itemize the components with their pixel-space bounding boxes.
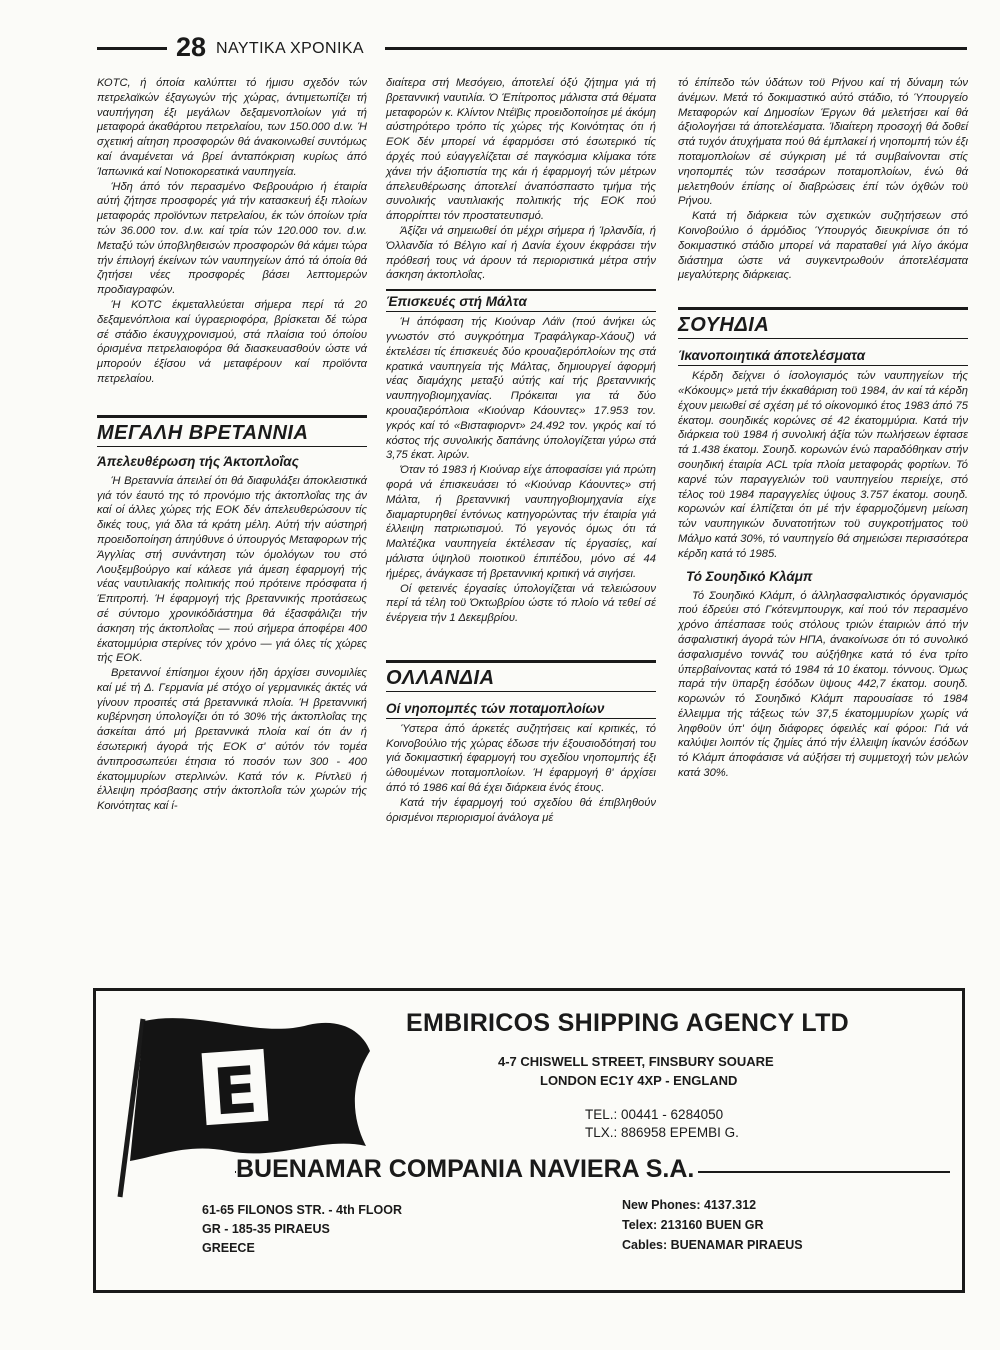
company-name-buenamar: BUENAMAR COMPANIA NAVIERA S.A. [236, 1155, 698, 1184]
section-heading-uk: ΜΕΓΑΛΗ ΒΡΕΤΑΝΝΙΑ [97, 415, 367, 447]
paragraph: Κατά τήν έφαρμογή τού σχεδίου θά έπιβληθούν όρισμένοι περιορισμοί άνάλογα μέ [386, 796, 656, 824]
header-rule-left [97, 47, 167, 50]
paragraph: Κέρδη δείχνει ό ίσολογισμός τών ναυπηγείων τής «Κόκουμς» μετά τήν έκκαθάριση τοϋ 1984, άν καί τά κέρδη έχουν μειωθεί σέ σχέση μέ τό οίκονομικό έτος 1983 άπό 75 έκατομ. σουηδικές κορώνες σέ 42 έκατομμύρια. Κατά τήν διάρκεια τοϋ 1984 ή συνολική άξία τών πωλήσεων έφτασε τά 1.438 έκατομ. Σουηδ. κορωνών ένώ παραδόθηκαν στήν σουηδική έταιρία ACL τρία πλοία μεταφοράς φορτίων. Τό καρνέ τών παραγγελιών τοϋ ναυπηγείου περιείχε, στό τέλος τοϋ 1984 παραγγελίες ύψους 3.757 έκατομ. σουηδ. κορωνών καί έλπίζεται ότι μέ τήν έφαρμοζόμενη μείωση τών ναυπηγικών δυνατοτήτων τοϋ συγκροτήματος τοϋ Μάλμο κατά 30%, τό ναυπηγείο θά σημειώσει περισσότερα κέρδη κατά τό 1985. [678, 370, 968, 560]
subheading: Ίκανοποιητικά άποτελέσματα [678, 345, 968, 366]
subheading: Τό Σουηδικό Κλάμπ [686, 568, 813, 584]
paragraph: Τό Σουηδικό Κλάμπ, ό άλληλασφαλιστικός όργανισμός πού έδρεύει στό Γκότενμπουργκ, καί πού τόν περασμένο χρόνο άπέσπασε τούς στόλους τριών έταιριών άπό τήν άσφαλιστική άγορά τών ΗΠΑ, άνακοίνωσε ότι τό συνολικό άσφαλισμένο τοννάζ του αύξήθηκε κατά τό ένα τρίτο ύπερβαίνοντας κατά τό 1984 τά 10 έκατομ. τόννους. Όμως παρά τήν ϋπαρξη έσόδων ϋψους 442,7 έκατομ. σουηδ. κορωνών τό Σουηδικό Κλάμπ παρουσίασε τό 1984 έλλειμμα τής τάξεως τών 37,5 έκατομμυρίων χωρίς νά ληφθοϋν ύπ' όψη διάφορες όφειλές καί φόροι: Γιά νά καλύψει λοιπόν τίς ζημίες άπό τήν έλλειψη ίκανών έσόδων τό Κλάμπ άποφάσισε νά αύξήσει τή συμμετοχή τών μελών κατά 30%. [678, 589, 968, 780]
subheading: Άπελευθέρωση τής Άκτοπλοΐας [97, 453, 299, 469]
address-line: GREECE [202, 1241, 255, 1255]
page-number: 28 [176, 32, 207, 62]
subheading: Οί νηοπομπές τών ποταμοπλοίων [386, 698, 656, 719]
telex: TLX.: 886958 EPEMBI G. [585, 1125, 739, 1140]
paragraph: διαίτερα στή Μεσόγειο, άποτελεί όξύ ζήτημα γιά τή βρεταννική ναυτιλία. Ό Έπίτροπος μάλιστα στά θέματα μεταφορών κ. Κλίντον Ντέϊβις προειδοποίησε μέ άκόμη αύστηρότερο τρόπο τίς χώρες τής Κοινότητας ότι ή ΕΟΚ δέν μπορεί νά έφαρμόσει στό έσωτερικό τίς άρχές πού εύαγγελίζεται σέ παγκόσμια κλίμακα τότε χάνει τήν άξιοπιστία της κάι ή έφαρμογή τών μέτρων άπελευθέρωσης άποτελεί άναπόσπαστο τμήμα τής συνολικής ναυτιλιακής πολιτικής τής ΕΟΚ πού άπορρίπτει τόν προστατευτισμό. [386, 77, 656, 223]
paragraph: Ήδη άπό τόν περασμένο Φεβρουάριο ή έταιρία αύτή ζήτησε προσφορές γιά τήν κατασκευή έξι πλοίων μεταφοράς προϊόντων πετρελαίου, έκ τών όποίων τρία τών 36.000 τον. d.w. καί τρία τών 120.000 τον. d.w. Μεταξύ τών ύποβληθεισών προσφορών θά κάμει τώρα τήν έπιλογή έκείνων τών ναυπηγείων άπό τά όποία θά ζητήσει νέες προσφορές βάσει λεπτομερών προδιαγραφών. [97, 180, 367, 297]
subheading-malta: Έπισκευές στή Μάλτα [386, 289, 656, 312]
paragraph: Ή άπόφαση τής Κιούναρ Λάϊν (πού άνήκει ώς γνωστόν στό συγκρότημα Τραφάλγκαρ-Χάουζ) νά έκτελέσει τίς έπισκευές δύο κρουαζιερόπλοίων της στά κρατικά ναυπηγεία τής Μάλτας, δημιουργεί άφορμή νέας διαμάχης μεταξύ αύτής καί τής βρεταννικής ναυπηγοβιομηχανίας. Πρόκειται για τά δύο κρουαζιερόπλοια «Κιούναρ Κάουντες» 17.953 τον. γκρός καί τό «Βισταφιορντ» 24.492 τον. γκρός καί τό κόστος τής συνολικής δαπάνης ύπολογίζεται γύρω στά 3,75 έκατ. λιρών. [386, 316, 656, 462]
telex: Telex: 213160 BUEN GR [622, 1218, 764, 1232]
paragraph: Ύστερα άπό άρκετές συζητήσεις καί κριτικές, τό Κοινοβούλιο τής χώρας έδωσε τήν έξουσιοδότησή του γιά δοκιμαστική έφαρμογή του σχεδίου νηοπομπής έξι ώθουμένων ποταμοπλοίων. Ή έφαρμογή θ' άρχίσει άπό τό 1986 καί θά έχει διάρκεια ένός έτους. [386, 722, 656, 795]
address-line: 4-7 CHISWELL STREET, FINSBURY SOUARE [498, 1054, 774, 1069]
column-2 [386, 76, 656, 825]
paragraph: Όταν τό 1983 ή Κιούναρ είχε άποφασίσει γιά πρώτη φορά νά έπισκευάσει τό «Κιούναρ Κάουντες» στή Μάλτα, ή βρεταννική ναυπηγοβιομηχανία είχε διαμαρτυρηθεί έντόνως κατηγορώντας τήν έταιρία γιά έλλειψη πατριωτισμού. Τό γεγονός όμως ότι τά Μαλτέζικα ναυπηγεία έκτέλεσαν τίς έργασίες, καί μάλιστα ύψηλοϋ ποιοτικοϋ έπιπέδου, μόνο σέ 44 ήμέρες, άνάγκασε τή βρεταννική κριτική νά σιγήσει. [386, 464, 656, 580]
paragraph: Άξίζει νά σημειωθεί ότι μέχρι σήμερα ή Ίρλανδία, ή Όλλανδία τό Βέλγιο καί ή Δανία έχουν έκφράσει τήν πρόθεσή τους νά άρουν τά περιοριστικά μέτρα στήν άσκηση άκτοπλοΐας. [386, 224, 656, 282]
paragraph: τό έπίπεδο τών ύδάτων τοϋ Ρήνου καί τή δύναμη τών άνέμων. Μετά τό δοκιμαστικό αύτό στάδιο, τό Ύπουργείο Μεταφορών καί Δημοσίων Έργων θά μελετήσει καί θά άξιολογήσει τά άποτελέσματα. Ίδιαίτερη προσοχή θά δοθεί στά τυχόν άτυχήματα πού θά έμπλακεί ή νηοπομπή τών έξι ποταμοπλοίων σέ σύγκριση μέ τά συμβαίνονται στίς νηοπομπές τών τεσσάρων ποταμοπλοίων, ένώ θά μελετηθούν έπίσης οί διαβρώσεις έπί τών όχθών τοϋ Ρήνου. [678, 77, 968, 208]
address-line: LONDON EC1Y 4XP - ENGLAND [540, 1073, 738, 1088]
advertisement [93, 988, 965, 1293]
address-line: 61-65 FILONOS STR. - 4th FLOOR [202, 1203, 403, 1217]
paragraph: Βρεταννοί έπίσημοι έχουν ήδη άρχίσει συνομιλίες καί μέ τή Δ. Γερμανία μέ στόχο οί γερμανικές άκτές νά γίνουν προσιτές στά βρεταννικά πλοία. Ή βρεταννική κυβέρνηση ύπολογίζει ότι τό 30% τής άκτοπλοΐας της άσκείται άπό μή βρεταννικά πλοία καί ότι άν ή έσωτερική άγορά τής ΕΟΚ σ' αύτόν τόν τομέα άντιπροσωπεύει έτησια τό ποσόν των 300 - 400 έκατομμυρίων στερλινών. Κατά τόν κ. Ρίντλεϋ ή έλλειψη πρόσβασης στήν άκτοπλοΐα τών χωρών τής Κοινότητας καί ί- [97, 667, 367, 813]
paragraph: Κατά τή διάρκεια τών σχετικών συζητήσεων στό Κοινοβούλιο ό άρμόδιος Ύπουργός διευκρίνισε ότι τό δοκιμαστικό στάδιο μπορεί νά παραταθεί γιά λίγο άκόμα διάστημα ώστε νά συγκεντρωθούν άποτελέσματα μεγαλύτερης διάρκειας. [678, 210, 968, 282]
section-heading-netherlands: ΟΛΛΑΝΔΙΑ [386, 660, 656, 692]
cables: Cables: BUENAMAR PIRAEUS [622, 1238, 803, 1252]
section-heading-sweden: ΣΟΥΗΔΙΑ [678, 307, 968, 339]
flag-letter: E [210, 1053, 260, 1131]
company-name-embiricos: EMBIRICOS SHIPPING AGENCY LTD [406, 1009, 850, 1037]
column-3 [678, 76, 968, 781]
header-rule-right [385, 47, 967, 50]
address-line: GR - 185-35 PIRAEUS [202, 1222, 330, 1236]
paragraph: Οί φετεινές έργασίες ύπολογίζεται νά τελειώσουν περί τά τέλη τοϋ Όκτωβρίου ώστε τό πλοίο νά τεθεί σέ ένέργεια τήν 1 Δεκεμβρίου. [386, 582, 656, 625]
publication-title: ΝΑΥΤΙΚΑ ΧΡΟΝΙΚΑ [216, 40, 364, 57]
paragraph: ΚΟΤC, ή όποία καλύπτει τό ήμισυ σχεδόν τών πετρελαϊκών έξαγωγών τής χώρας, άντιμετωπίζει τή ναυπήγηση έξι μεγάλων δεξαμενοπλοίων γιά τή μεταφορά άκαθάρτου πετρελαίου, των 150.000 d.w. Ή σχετική αίτηση προσφορών θά άνακοινωθεί συντόμως καί άναμένεται νά βρεί άνταπόκριση κυρίως άπό Ίαπωνικά καί Νοτιοκορεατικά ναυπηγεία. [97, 77, 367, 178]
paragraph: Ή Βρεταννία άπειλεί ότι θά διαφυλάξει άποκλειστικά γιά τόν έαυτό της τό προνόμιο τής άκτοπλοΐας της άν καί οί άλλες χώρες τής ΕΟΚ δέν άπελευθερώσουν τίς δικές τους, γιά δλα τά κράτη μέλη. Αύτή τήν αύστηρή προειδοποίηση άπηύθυνε ό ύπουργός Μεταφορων τής Άγγλίας στή συνάντηση τών όμολόγων του στό Λουξεμβούργο καί κάλεσε γιά άμεση έφαρμογή τής νέας ναυτιλιακής πολιτικής πού πρότεινε πρόσφατα ή Έπιτροπή. Ή έφαρμογή τής βρεταννικής προτάσεως σέ σύντομο χρονικόδιάστημα θά έξασφάλιζει τήν άσκηση τής άκτοπλοΐας — πού σήμερα άποφέρει 400 έκατομμύρια στερίνες τόν χρόνο — γιά όλες τίς χώρες τής ΕΟΚ. [97, 474, 367, 665]
paragraph: Ή ΚΟΤC έκμεταλλεύεται σήμερα περί τά 20 δεξαμενόπλοια καί ύγραεριοφόρα, βρίσκεται δέ τώρα σέ στάδιο έκσυγχρονισμού, στά πλαίσια τού όποίου όρισμένα πετρελαιοφόρα θά διασκευασθούν ώστε νά μπορούν έξίσου νά μεταφέρουν καί προϊόντα πετρελαίου. [97, 298, 367, 385]
column-1 [97, 76, 367, 814]
telephone: TEL.: 00441 - 6284050 [585, 1107, 724, 1122]
phones: New Phones: 4137.312 [622, 1198, 757, 1212]
